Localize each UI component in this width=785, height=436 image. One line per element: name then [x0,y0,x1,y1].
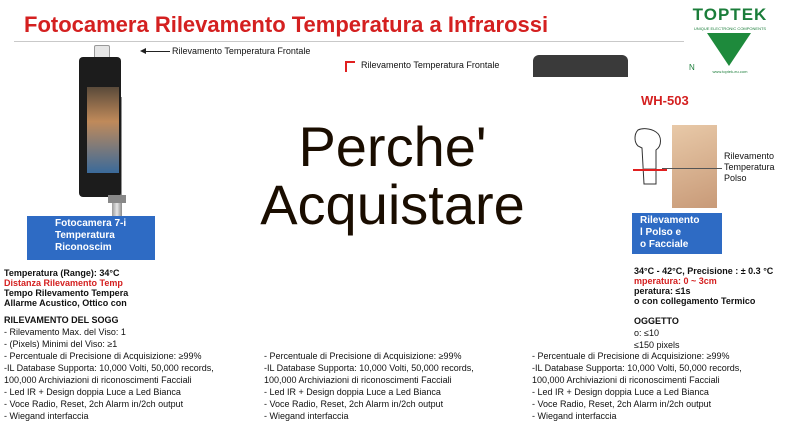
right-feature-list [532,350,742,422]
list-item: - Led IR + Design doppia Luce a Led Bianca [264,387,441,397]
right-product-box: Rilevamento l Polso e o Facciale [632,213,722,254]
list-item: - (Pixels) Minimi del Viso: ≥1 [4,339,118,349]
wrist-device-image [533,55,628,77]
brand-name: TOPTEK [692,5,768,24]
list-item: -IL Database Supporta: 10,000 Volti, 50,000 records, [4,363,214,373]
list-item: ≤150 pixels [634,340,680,350]
right-spec-distance: mperatura: 0 ~ 3cm [634,276,717,286]
right-spec-connection: o con collegamento Termico [634,296,756,306]
left-spec-alarm: Allarme Acustico, Ottico con [4,298,127,308]
list-item: - Led IR + Design doppia Luce a Led Bianca [4,387,181,397]
list-item: - Wiegand interfaccia [532,411,617,421]
arrow-left-icon [140,48,146,54]
page-title: Fotocamera Rilevamento Temperatura a Infrarossi [24,12,549,37]
left-spec-range: Temperatura (Range): 34°C [4,268,120,278]
brand-tagline: UNIQUE ELECTRONIC COMPONENTS [693,26,767,31]
right-spec-time: peratura: ≤1s [634,286,691,296]
list-item: - Wiegand interfaccia [4,411,89,421]
left-product-box: Fotocamera 7-i Temperatura Riconoscim [27,216,155,260]
right-section-title: OGGETTO [634,316,679,326]
overlay-line: Perche' [298,115,487,178]
list-item: - Voce Radio, Reset, 2ch Alarm in/2ch output [4,399,184,409]
callout-front-left: Rilevamento Temperatura Frontale [172,46,311,56]
model-name: WH-503 [641,93,689,108]
list-item: - Percentuale di Precisione di Acquisizione: ≥99% [264,351,462,361]
left-section-title: RILEVAMENTO DEL SOGG [4,315,119,325]
callout-wrist: Rilevamento Temperatura Polso [724,151,775,183]
center-feature-list [264,350,474,422]
list-item: 100,000 Archiviazioni di riconoscimenti Facciali [4,375,192,385]
brand-url: www.toptek-eu.com [712,69,748,74]
title-divider [14,41,684,42]
brand-mark-icon: N [689,63,695,72]
list-item: - Percentuale di Precisione di Acquisizione: ≥99% [532,351,730,361]
toptek-logo [682,5,778,77]
brand-triangle-icon [707,33,751,66]
list-item: - Led IR + Design doppia Luce a Led Bianca [532,387,709,397]
list-item: - Voce Radio, Reset, 2ch Alarm in/2ch output [264,399,444,409]
list-item: o: ≤10 [634,328,659,338]
list-item: - Voce Radio, Reset, 2ch Alarm in/2ch output [532,399,712,409]
list-item: 100,000 Archiviazioni di riconoscimenti Facciali [264,375,452,385]
list-item: 100,000 Archiviazioni di riconoscimenti Facciali [532,375,720,385]
right-spec-range: 34°C - 42°C, Precisione : ± 0.3 °C [634,266,774,276]
callout-arrow-line [143,51,170,52]
overlay-line: Acquistare [260,173,525,236]
left-spec-time: Tempo Rilevamento Tempera [4,288,129,298]
right-feature-list-top [634,327,679,351]
left-feature-list [4,326,214,422]
list-item: -IL Database Supporta: 10,000 Volti, 50,000 records, [532,363,742,373]
list-item: - Percentuale di Precisione di Acquisizione: ≥99% [4,351,202,361]
callout-front-center: Rilevamento Temperatura Frontale [361,60,500,70]
callout-marker-horizontal [345,61,355,63]
list-item: -IL Database Supporta: 10,000 Volti, 50,000 records, [264,363,474,373]
left-spec-distance: Distanza Rilevamento Temp [4,278,123,288]
list-item: - Rilevamento Max. del Viso: 1 [4,327,126,337]
list-item: - Wiegand interfaccia [264,411,349,421]
